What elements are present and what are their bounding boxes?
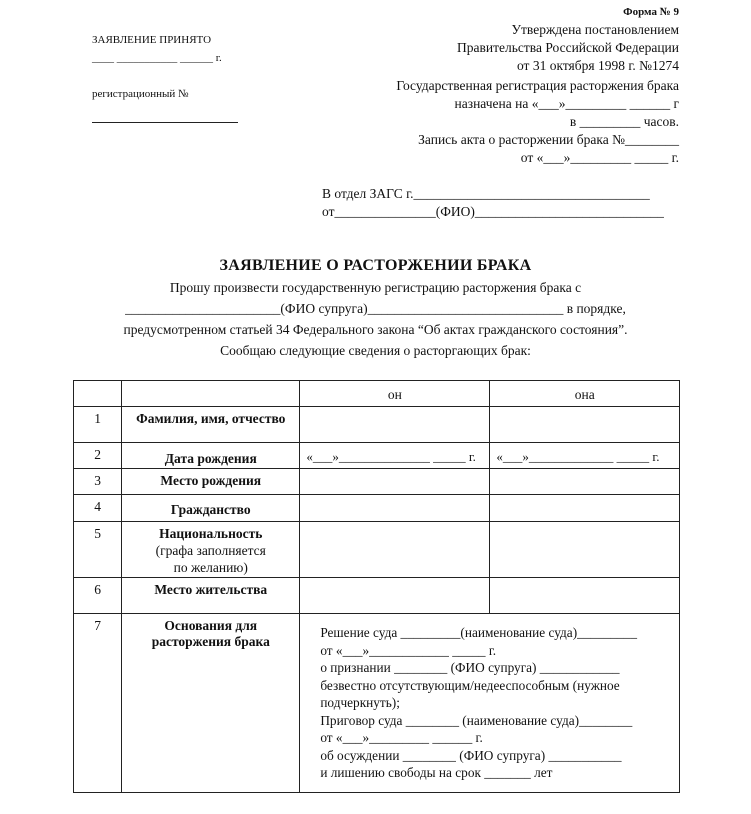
row-number: 4 xyxy=(74,495,122,522)
registration-line-3: в _________ часов. xyxy=(569,114,679,129)
table-row xyxy=(74,407,680,443)
nationality-note-1: (графа заполняется xyxy=(155,543,266,558)
table-header-row xyxy=(74,381,680,407)
table-row xyxy=(74,495,680,522)
table-row xyxy=(74,443,680,469)
he-birth-place-field[interactable] xyxy=(300,469,490,495)
row-label-citizenship: Гражданство xyxy=(122,495,300,522)
table-row xyxy=(74,578,680,614)
row-label-divorce-grounds xyxy=(122,614,300,793)
table-row xyxy=(74,522,680,578)
grounds-text-line: Решение суда _________(наименование суда)_________ xyxy=(320,625,637,640)
registration-line-4: Запись акта о расторжении брака №________ xyxy=(418,132,679,147)
grounds-text-line: о признании ________ (ФИО супруга) ____________ xyxy=(320,660,620,675)
approved-line-2: Правительства Российской Федерации xyxy=(457,40,679,55)
row-number: 2 xyxy=(74,443,122,469)
grounds-label-line-2: расторжения брака xyxy=(151,634,270,649)
he-nationality-field[interactable] xyxy=(300,522,490,578)
divorce-grounds-field[interactable] xyxy=(300,614,680,793)
grounds-text-line: об осуждении ________ (ФИО супруга) ___________ xyxy=(320,747,622,763)
she-residence-field[interactable] xyxy=(490,578,680,614)
grounds-text-line: от «___»_________ ______ г. xyxy=(320,730,483,745)
he-birth-date-field[interactable]: «___»______________ _____ г. xyxy=(300,443,490,469)
row-number: 7 xyxy=(74,614,122,793)
approved-line-1: Утверждена постановлением xyxy=(511,22,679,37)
row-label-birth-date: Дата рождения xyxy=(122,443,300,469)
row-label-residence: Место жительства xyxy=(122,578,300,614)
registration-line-1: Государственная регистрация расторжения брака xyxy=(396,78,679,93)
table-row xyxy=(74,614,680,793)
row-number: 5 xyxy=(74,522,122,578)
intro-line-3: предусмотренном статьей 34 Федерального закона “Об актах гражданского состояния”. xyxy=(123,322,628,337)
she-birth-date-field[interactable]: «___»_____________ _____ г. xyxy=(490,443,680,469)
row-number: 1 xyxy=(74,407,122,443)
she-full-name-field[interactable] xyxy=(490,407,680,443)
form-number: Форма № 9 xyxy=(623,6,679,18)
grounds-text-line: безвестно отсутствующим/недееспособным (нужное xyxy=(320,677,620,693)
grounds-text-line: от «___»____________ _____ г. xyxy=(320,642,497,658)
row-label-birth-place: Место рождения xyxy=(122,469,300,495)
registration-line-2: назначена на «___»_________ ______ г xyxy=(454,96,679,111)
row-number: 6 xyxy=(74,578,122,614)
grounds-text-line: Приговор суда ________ (наименование суда)________ xyxy=(320,712,633,728)
she-nationality-field[interactable] xyxy=(490,522,680,578)
spouses-info-table xyxy=(73,380,680,793)
she-birth-place-field[interactable] xyxy=(490,469,680,495)
he-full-name-field[interactable] xyxy=(300,407,490,443)
applicant-name-line: от_______________(ФИО)____________________________ xyxy=(322,204,664,219)
row-label-full-name: Фамилия, имя, отчество xyxy=(122,407,300,443)
intro-line-2: _______________________(ФИО супруга)_____________________________ в порядке, xyxy=(125,301,626,316)
registration-line-5: от «___»_________ _____ г. xyxy=(520,150,679,165)
application-accepted: ЗАЯВЛЕНИЕ ПРИНЯТО xyxy=(92,34,212,46)
grounds-text-line: подчеркнуть); xyxy=(320,695,400,710)
document-title: ЗАЯВЛЕНИЕ О РАСТОРЖЕНИИ БРАКА xyxy=(219,257,532,274)
registration-number-line xyxy=(92,122,238,123)
row-label-nationality xyxy=(122,522,300,578)
she-citizenship-field[interactable] xyxy=(490,495,680,522)
nationality-note-2: по желанию) xyxy=(173,560,248,575)
intro-line-4: Сообщаю следующие сведения о расторгающих брак: xyxy=(220,343,531,358)
intro-line-1: Прошу произвести государственную регистрацию расторжения брака с xyxy=(169,280,582,295)
registration-number-label: регистрационный № xyxy=(92,88,189,100)
table-row xyxy=(74,469,680,495)
approved-line-3: от 31 октября 1998 г. №1274 xyxy=(516,58,679,73)
row-number: 3 xyxy=(74,469,122,495)
column-he: он xyxy=(300,381,490,407)
he-citizenship-field[interactable] xyxy=(300,495,490,522)
column-she: она xyxy=(490,381,680,407)
grounds-text-line: и лишению свободы на срок _______ лет xyxy=(320,765,553,780)
grounds-label-line-1: Основания для xyxy=(164,618,258,633)
zags-office-line: В отдел ЗАГС г.___________________________________ xyxy=(322,186,650,201)
nationality-label: Национальность xyxy=(159,526,263,541)
he-residence-field[interactable] xyxy=(300,578,490,614)
accepted-date-line: ____ ___________ ______ г. xyxy=(92,52,222,64)
